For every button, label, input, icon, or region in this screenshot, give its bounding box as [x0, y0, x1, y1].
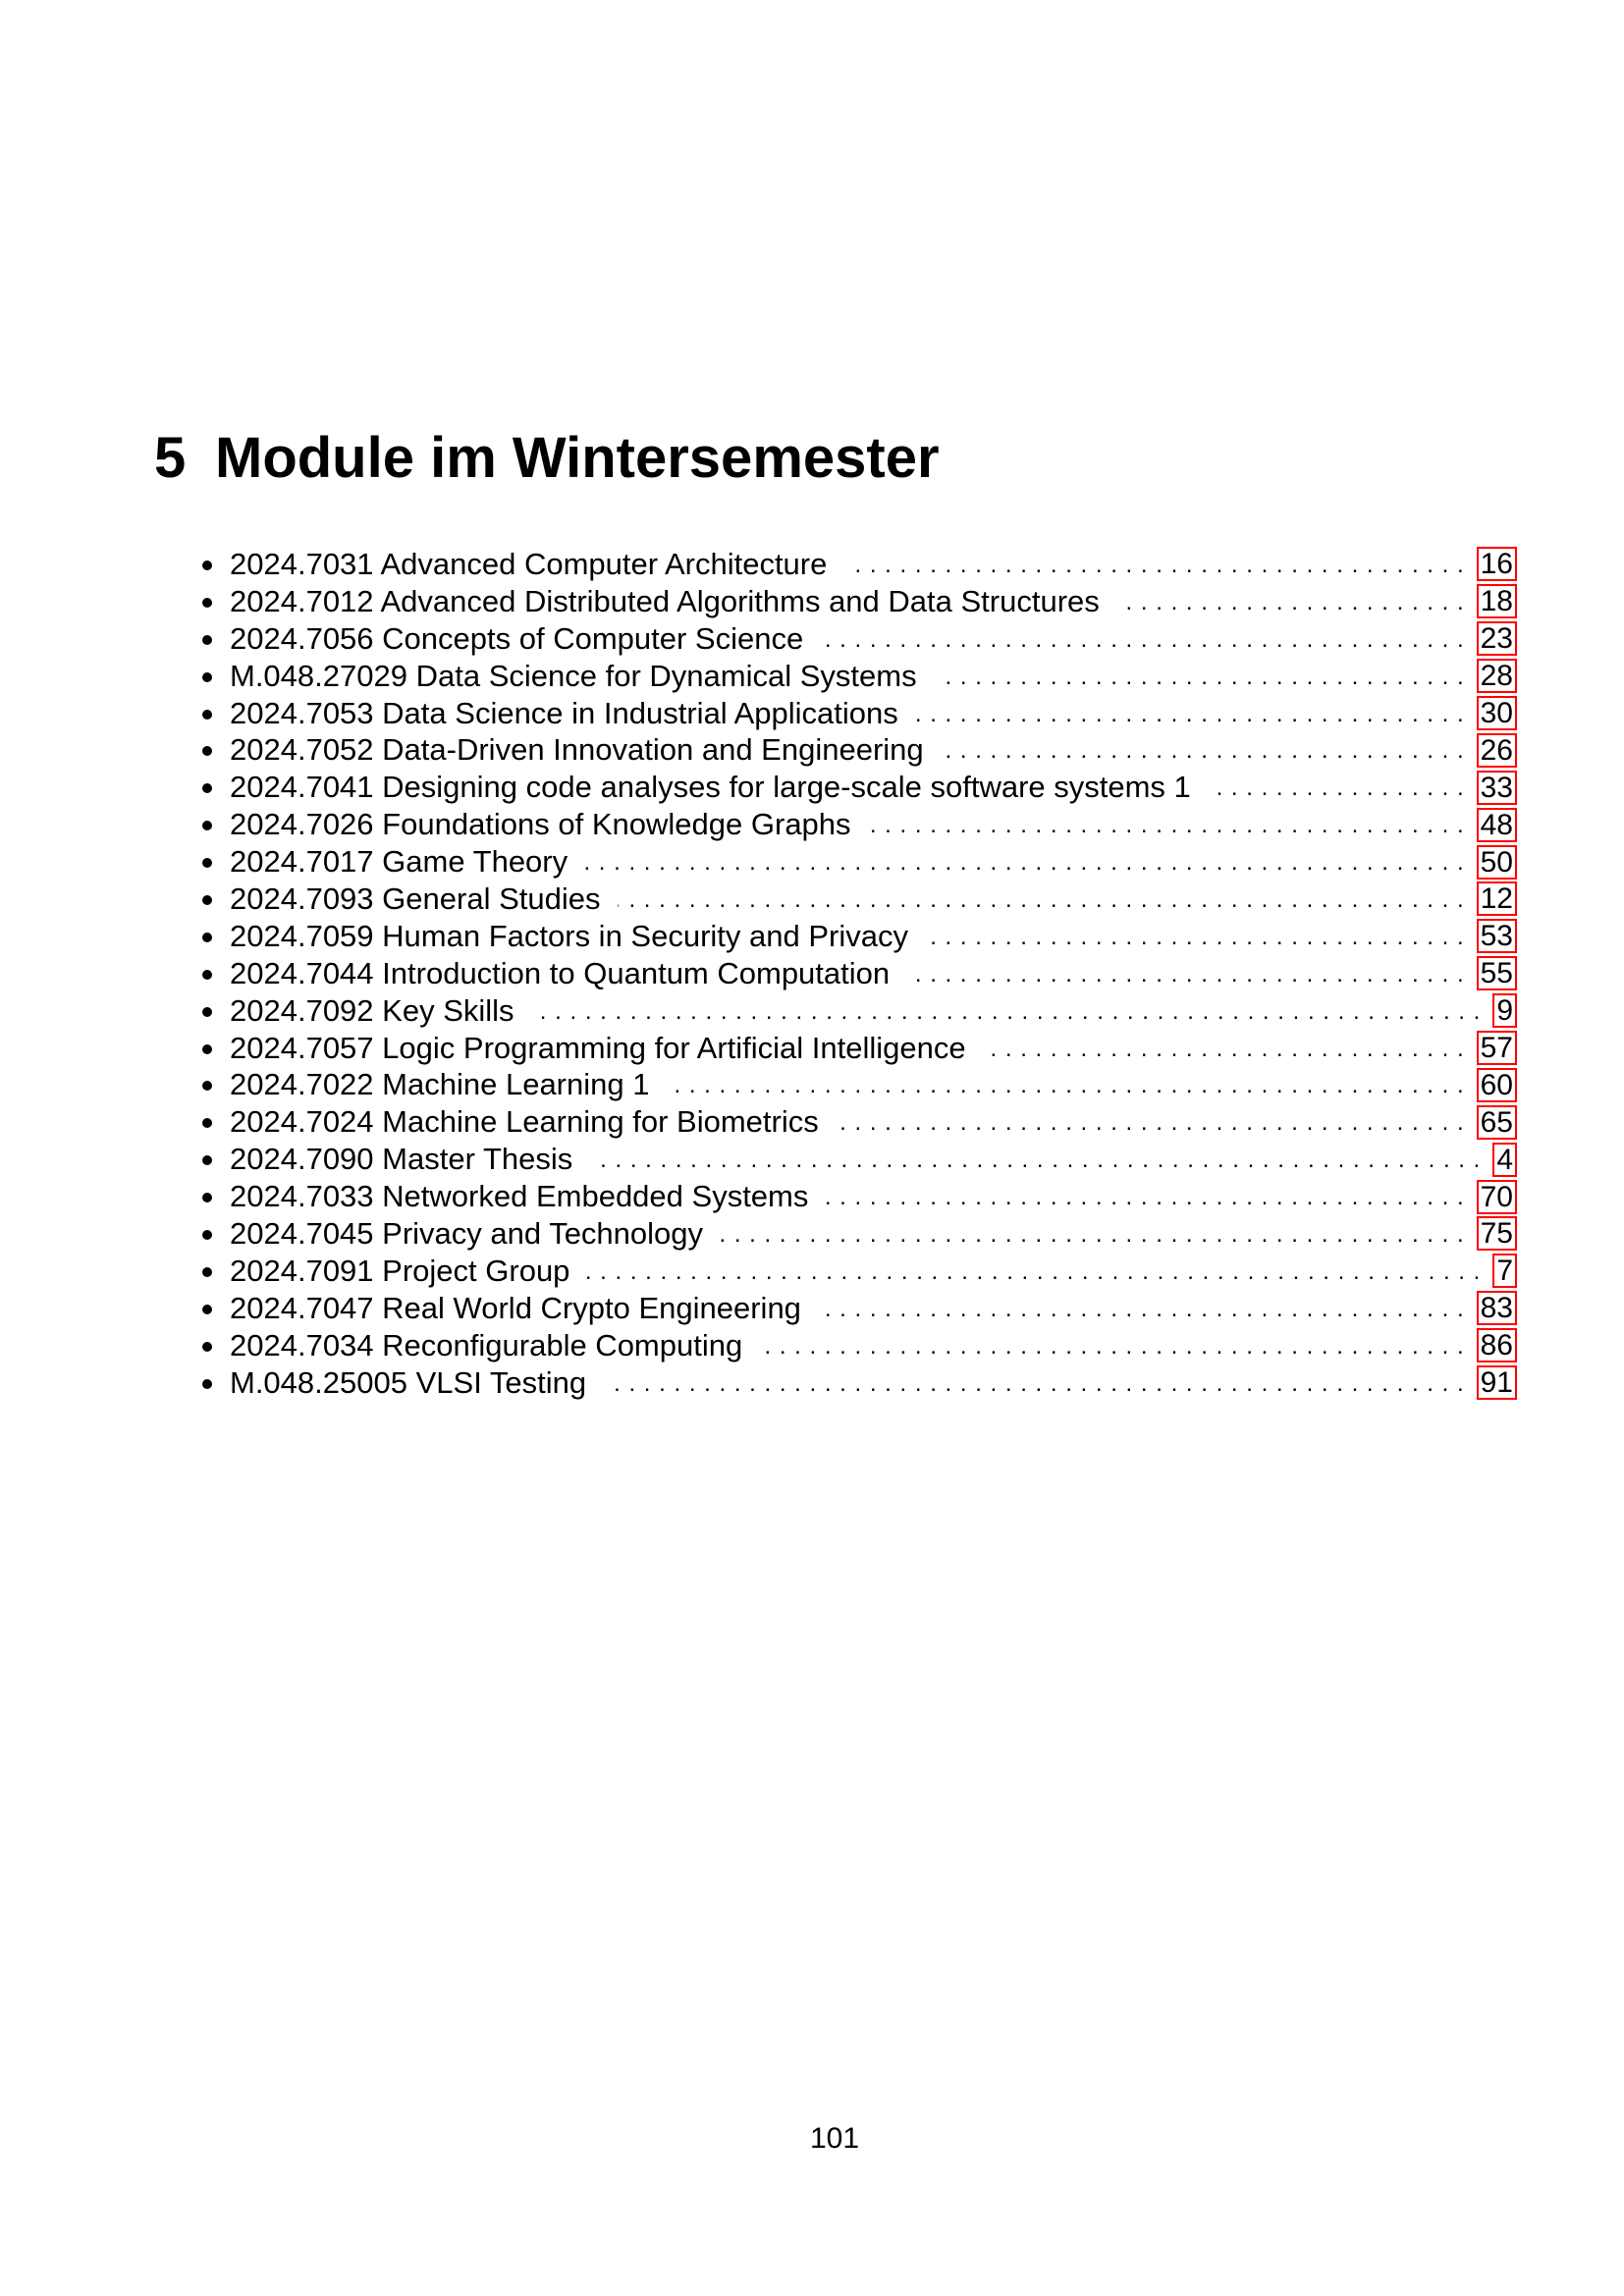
module-title: Real World Crypto Engineering: [382, 1290, 801, 1325]
module-code: 2024.7047: [230, 1290, 374, 1325]
module-title: Master Thesis: [382, 1142, 573, 1177]
module-code: 2024.7026: [230, 807, 374, 842]
module-title: Advanced Distributed Algorithms and Data Structures: [380, 583, 1100, 618]
module-entry-text: [230, 1067, 667, 1102]
list-item: [196, 955, 1517, 992]
dot-leader: [826, 1178, 1464, 1215]
dot-leader: [935, 658, 1465, 695]
dot-leader: [869, 806, 1465, 843]
module-code: 2024.7090: [230, 1142, 374, 1177]
module-entry-text: [230, 1254, 587, 1289]
module-code: 2024.7034: [230, 1327, 374, 1362]
module-entry-text: [230, 919, 926, 954]
module-entry-text: [230, 584, 1117, 619]
module-title: Machine Learning 1: [382, 1067, 650, 1102]
module-entry-text: [230, 881, 618, 917]
dot-leader: [587, 1253, 1481, 1290]
module-title: Key Skills: [382, 992, 514, 1028]
bullet-icon: [196, 1030, 230, 1067]
list-item: [196, 1178, 1517, 1215]
module-entry-text: [230, 1031, 984, 1066]
module-title: Introduction to Quantum Computation: [382, 955, 891, 990]
module-entry-text: [230, 1216, 721, 1252]
dot-leader: [760, 1327, 1464, 1364]
module-title: Logic Programming for Artificial Intelligence: [382, 1030, 966, 1065]
bullet-icon: [196, 918, 230, 955]
bullet-icon: [196, 806, 230, 843]
bullet-icon: [196, 881, 230, 918]
bullet-icon: [196, 583, 230, 620]
dot-leader: [1117, 583, 1465, 620]
page-reference-link[interactable]: 30: [1477, 696, 1517, 730]
page-reference-link[interactable]: 12: [1477, 881, 1517, 916]
dot-leader: [532, 992, 1482, 1030]
list-item: [196, 1066, 1517, 1103]
dot-leader: [907, 955, 1464, 992]
dot-leader: [618, 881, 1464, 918]
page-reference-link[interactable]: 26: [1477, 733, 1517, 768]
list-item: [196, 620, 1517, 658]
module-entry-text: [230, 807, 869, 842]
module-title: Project Group: [382, 1253, 570, 1288]
module-entry-text: [230, 732, 942, 768]
dot-leader: [585, 843, 1465, 881]
section-number: 5: [154, 426, 187, 490]
bullet-icon: [196, 1178, 230, 1215]
dot-leader: [844, 546, 1464, 583]
list-item: [196, 1327, 1517, 1364]
bullet-icon: [196, 1327, 230, 1364]
module-list: [196, 546, 1517, 1401]
bullet-icon: [196, 658, 230, 695]
module-entry-text: [230, 1104, 837, 1140]
module-code: 2024.7093: [230, 881, 374, 916]
dot-leader: [1209, 769, 1465, 806]
list-item: [196, 1141, 1517, 1178]
module-entry-text: [230, 1365, 604, 1401]
module-entry-text: [230, 956, 907, 991]
module-entry-text: [230, 696, 916, 731]
module-entry-text: [230, 547, 844, 582]
list-item: [196, 658, 1517, 695]
module-title: Data Science for Dynamical Systems: [415, 658, 917, 693]
module-entry-text: [230, 621, 821, 657]
list-item: [196, 769, 1517, 806]
list-item: [196, 695, 1517, 732]
bullet-icon: [196, 1141, 230, 1178]
dot-leader: [604, 1364, 1465, 1402]
page-reference-link[interactable]: 75: [1477, 1216, 1517, 1251]
section-heading: [154, 424, 940, 493]
dot-leader: [821, 620, 1464, 658]
module-code: 2024.7056: [230, 620, 374, 656]
module-code: M.048.27029: [230, 658, 407, 693]
page-reference-link[interactable]: 55: [1477, 956, 1517, 990]
module-title: Concepts of Computer Science: [382, 620, 804, 656]
dot-leader: [721, 1215, 1465, 1253]
bullet-icon: [196, 1103, 230, 1141]
module-entry-text: [230, 1179, 826, 1214]
module-code: 2024.7057: [230, 1030, 374, 1065]
module-code: 2024.7033: [230, 1179, 374, 1214]
list-item: [196, 806, 1517, 843]
list-item: [196, 1253, 1517, 1290]
module-code: 2024.7053: [230, 695, 374, 730]
page-reference-link[interactable]: 50: [1477, 845, 1517, 880]
section-title: Module im Wintersemester: [215, 426, 940, 490]
module-title: Game Theory: [382, 844, 568, 880]
list-item: [196, 1103, 1517, 1141]
module-code: 2024.7044: [230, 955, 374, 990]
page-reference-link[interactable]: 23: [1477, 621, 1517, 656]
module-code: 2024.7092: [230, 992, 374, 1028]
module-code: 2024.7041: [230, 770, 374, 805]
page-reference-link[interactable]: 9: [1492, 993, 1517, 1028]
module-title: Human Factors in Security and Privacy: [382, 918, 908, 953]
dot-leader: [984, 1030, 1465, 1067]
module-title: Advanced Computer Architecture: [380, 546, 828, 581]
dot-leader: [590, 1141, 1481, 1178]
module-entry-text: [230, 1142, 590, 1177]
module-code: M.048.25005: [230, 1364, 407, 1400]
page-reference-link[interactable]: 4: [1492, 1143, 1517, 1177]
page-reference-link[interactable]: 33: [1477, 771, 1517, 805]
module-entry-text: [230, 993, 532, 1029]
module-code: 2024.7024: [230, 1104, 374, 1140]
module-title: Foundations of Knowledge Graphs: [382, 807, 851, 842]
module-code: 2024.7052: [230, 732, 374, 768]
module-code: 2024.7031: [230, 546, 374, 581]
list-item: [196, 843, 1517, 881]
module-title: Reconfigurable Computing: [382, 1327, 743, 1362]
bullet-icon: [196, 843, 230, 881]
module-title: Data-Driven Innovation and Engineering: [382, 732, 924, 768]
bullet-icon: [196, 1066, 230, 1103]
bullet-icon: [196, 695, 230, 732]
page-reference-link[interactable]: 28: [1477, 659, 1517, 693]
bullet-icon: [196, 992, 230, 1030]
bullet-icon: [196, 1215, 230, 1253]
page-reference-link[interactable]: 60: [1477, 1068, 1517, 1102]
module-title: General Studies: [382, 881, 601, 916]
bullet-icon: [196, 546, 230, 583]
module-code: 2024.7017: [230, 844, 374, 880]
page-reference-link[interactable]: 53: [1477, 919, 1517, 953]
page-reference-link[interactable]: 57: [1477, 1031, 1517, 1065]
module-title: Privacy and Technology: [382, 1215, 704, 1251]
list-item: [196, 1290, 1517, 1327]
module-code: 2024.7012: [230, 583, 374, 618]
page-reference-link[interactable]: 83: [1477, 1291, 1517, 1325]
list-item: [196, 992, 1517, 1030]
dot-leader: [916, 695, 1465, 732]
module-entry-text: [230, 1291, 819, 1326]
page-reference-link[interactable]: 70: [1477, 1180, 1517, 1214]
dot-leader: [837, 1103, 1465, 1141]
list-item: [196, 1215, 1517, 1253]
page-number: 101: [809, 2122, 860, 2155]
module-code: 2024.7045: [230, 1215, 374, 1251]
page-reference-link[interactable]: 86: [1477, 1328, 1517, 1362]
module-title: Data Science in Industrial Applications: [382, 695, 898, 730]
dot-leader: [819, 1290, 1465, 1327]
module-entry-text: [230, 770, 1209, 805]
module-title: Networked Embedded Systems: [382, 1179, 809, 1214]
list-item: [196, 546, 1517, 583]
list-item: [196, 731, 1517, 769]
module-entry-text: [230, 1328, 760, 1363]
bullet-icon: [196, 769, 230, 806]
page-reference-link[interactable]: 48: [1477, 808, 1517, 842]
list-item: [196, 583, 1517, 620]
module-code: 2024.7022: [230, 1067, 374, 1102]
page-reference-link[interactable]: 18: [1477, 584, 1517, 618]
dot-leader: [667, 1066, 1464, 1103]
page-reference-link[interactable]: 16: [1477, 547, 1517, 581]
page-reference-link[interactable]: 7: [1492, 1254, 1517, 1288]
dot-leader: [942, 731, 1465, 769]
list-item: [196, 918, 1517, 955]
bullet-icon: [196, 955, 230, 992]
module-code: 2024.7059: [230, 918, 374, 953]
list-item: [196, 1364, 1517, 1402]
bullet-icon: [196, 1290, 230, 1327]
bullet-icon: [196, 1364, 230, 1402]
bullet-icon: [196, 731, 230, 769]
bullet-icon: [196, 1253, 230, 1290]
module-title: Designing code analyses for large-scale software systems 1: [382, 770, 1191, 805]
dot-leader: [926, 918, 1465, 955]
module-code: 2024.7091: [230, 1253, 374, 1288]
module-title: Machine Learning for Biometrics: [382, 1104, 819, 1140]
page-reference-link[interactable]: 65: [1477, 1105, 1517, 1140]
module-entry-text: [230, 659, 935, 694]
list-item: [196, 881, 1517, 918]
module-title: VLSI Testing: [415, 1364, 587, 1400]
module-entry-text: [230, 844, 585, 880]
list-item: [196, 1030, 1517, 1067]
page-reference-link[interactable]: 91: [1477, 1365, 1517, 1400]
bullet-icon: [196, 620, 230, 658]
